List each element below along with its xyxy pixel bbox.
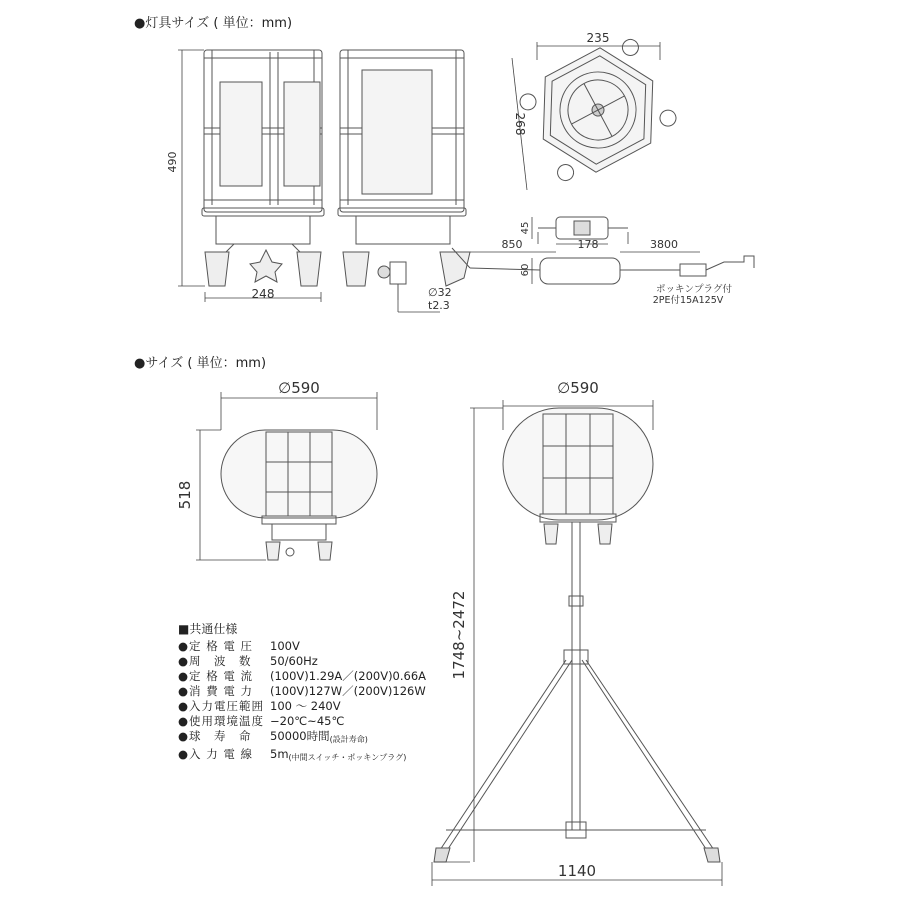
dim-globe-diameter-left: ∅590 [278,379,320,397]
dim-plate-depth: 268 [513,112,527,136]
plug-note-1: ポッキンプラグ付 [656,284,732,295]
dim-fixture-height: 490 [166,151,179,173]
dim-pipe-thickness: t2.3 [428,299,450,312]
dim-plate-width: 235 [586,31,610,45]
fixture-size-title: ●灯具サイズ ( 単位：mm) [134,16,293,31]
common-spec-table [178,622,426,765]
dim-globe-height: 518 [176,480,194,510]
spec-row: ●使用環境温度 −20℃~45℃ [178,714,345,728]
tripod-stand-view [434,408,720,862]
dim-stand-height: 1748~2472 [450,590,468,680]
switch-and-cord [452,217,754,284]
plug-note-2: 2PE付15A125V [652,295,724,306]
dim-globe-diameter-right: ∅590 [557,379,599,397]
spec-row: ●入力電圧範囲 100 ～ 240V [178,699,341,713]
spec-row: ●定 格 電 圧 100V [178,639,300,653]
dim-stand-width: 1140 [557,862,597,880]
globe-fixture-view [221,430,377,560]
spec-row: ●消 費 電 力 (100V)127W／(200V)126W [178,684,426,698]
overall-size-title: ●サイズ ( 単位：mm) [134,356,267,371]
spec-row: ●周 波 数 50/60Hz [178,654,318,668]
dim-pipe-diameter: ∅32 [428,286,452,299]
dim-base-width: 248 [251,287,275,301]
mounting-plate-view [514,31,681,188]
dim-box-height: 60 [520,263,531,277]
spec-row: ●定 格 電 流 (100V)1.29A／(200V)0.66A [178,669,427,683]
dim-cord-in: 850 [501,238,523,251]
fixture-side-view [338,50,470,300]
spec-title: ■共通仕様 [178,622,238,636]
fixture-front-view [202,50,324,286]
dim-switch-width: 178 [577,238,599,251]
dim-switch-height: 45 [520,221,531,235]
dim-cord-out: 3800 [650,238,678,251]
spec-row: ●入 力 電 線 5m (中間スイッチ・ポッキンプラグ) [178,747,407,762]
spec-row: ●球 寿 命 50000時間 (設計寿命) [178,729,368,744]
